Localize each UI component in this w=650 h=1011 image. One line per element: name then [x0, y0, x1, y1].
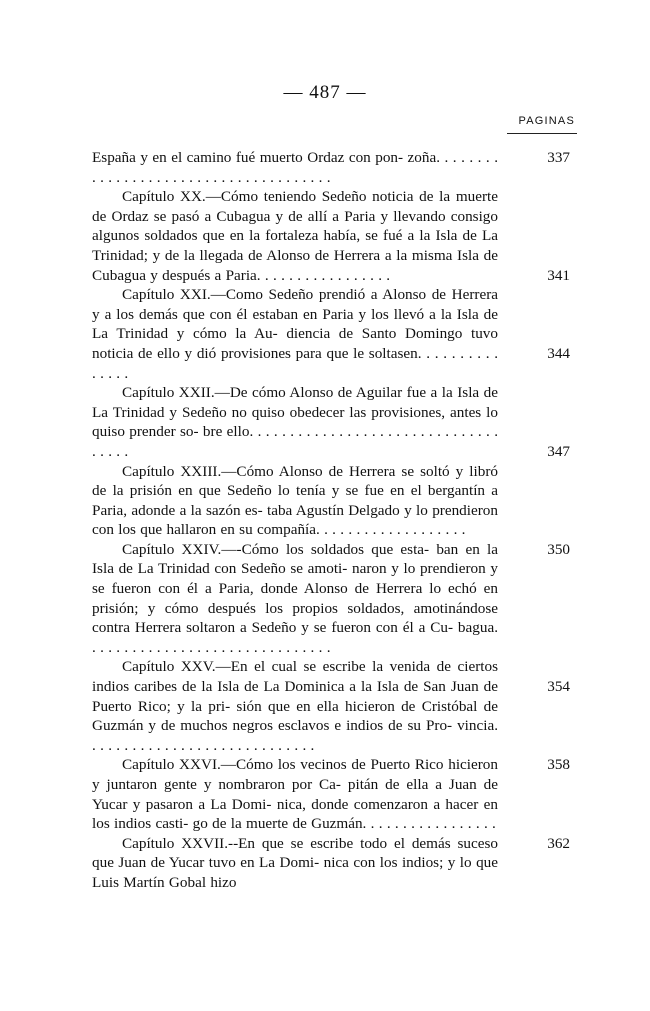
entry-capitulo-xxvii	[92, 834, 570, 893]
page-folio: — 487 —	[283, 82, 367, 103]
toc-entry-page-number: 344	[547, 344, 570, 362]
toc-entry-page-number: 341	[547, 266, 570, 284]
entry-capitulo-xx	[92, 187, 570, 285]
toc-entry-text: España y en el camino fué muerto Ordaz con pon- zoña. . . . . . . . . . . . . . . . . . . . . . . . . . . . . . . . . . . . . .	[92, 149, 498, 186]
entry-capitulo-xxii	[92, 383, 570, 461]
entry-capitulo-xxiii	[92, 462, 570, 558]
entry-capitulo-xxiv	[92, 540, 570, 696]
toc-entry-text: Capítulo XXI.—Como Sedeño prendió a Alonso de Herrera y a los demás que con él estaban en Paria y los llevó a la Isla de La Trinidad y cómo la Au- diencia de Santo Domingo tuvo noticia de ello y dió provisiones para que le soltasen. . . . . . . . . . . . . . .	[92, 286, 498, 382]
toc-entry-page-number: 347	[547, 442, 570, 460]
entry-ordaz-continued	[92, 148, 570, 187]
toc-entry-page-number: 350	[547, 540, 570, 558]
toc-entry-text: Capítulo XXV.—En el cual se escribe la venida de ciertos indios caribes de la Isla de La Dominica a la Isla de San Juan de Puerto Rico; y la pri- sión que en ella hicieron de Cristóbal de Guzmán y de muchos negros esclavos e indios de su Pro- vincia. . . . . . . . . . . . . . . . . . . . . . . . . . . . .	[92, 658, 498, 754]
entry-capitulo-xxvi	[92, 755, 570, 852]
toc-entry-text: Capítulo XXIV.—-Cómo los soldados que esta- ban en la Isla de La Trinidad con Sedeño se amoti- naron y lo prendieron y se fueron con él a Paria, donde Alonso de Herrera lo echó en prisión; y cómo después los propios soldados, amotinándose contra Herrera soltaron a Sedeño y se fueron con él a Cu- bagua. . . . . . . . . . . . . . . . . . . . . . . . . . . . . . .	[92, 540, 498, 656]
toc-entry-page-number: 337	[547, 149, 570, 166]
entry-capitulo-xxv	[92, 657, 570, 774]
toc-entry-text: Capítulo XX.—Cómo teniendo Sedeño noticia de la muerte de Ordaz se pasó a Cubagua y de allí a Paria y llevando consigo algunos soldados que en la fortaleza había, se fué a la Isla de La Trinidad; y de la llegada de Alonso de Herrera a la misma Isla de Cubagua y después a Paria. . . . . . . . . . . . . . . . .	[92, 188, 498, 284]
toc-entry-text: Capítulo XXVI.—Cómo los vecinos de Puerto Rico hicieron y juntaron gente y nombraron por Ca- pitán de ella a Juan de Yucar y pasaron a La Domi- nica, donde comenzaron a hacer en los indios casti- go de la muerte de Guzmán. . . . . . . . . . . . . . . . .	[92, 756, 498, 833]
toc-entry-page-number: 358	[547, 756, 570, 774]
table-of-contents	[92, 148, 570, 893]
toc-entry-page-number: 354	[547, 678, 570, 696]
column-header-paginas: PAGINAS	[518, 115, 575, 127]
toc-entry-text: Capítulo XXVII.--En que se escribe todo el demás suceso que Juan de Yucar tuvo en La Domi- nica con los indios; y lo que Luis Martín Gobal hizo	[92, 834, 498, 891]
column-header-rule	[507, 133, 577, 134]
toc-entry-text: Capítulo XXIII.—Cómo Alonso de Herrera se soltó y libró de la prisión en que Sedeño lo tenía y se fue en el bergantín a Paria, adonde a la sazón es- taba Agustín Delgado y lo prendieron con los que hallaron en su compañía. . . . . . . . . . . . . . . . . . .	[92, 462, 498, 539]
toc-entry-text: Capítulo XXII.—De cómo Alonso de Aguilar fue a la Isla de La Trinidad y Sedeño no quiso obedecer las provisiones, antes lo quiso prender so- bre ello. . . . . . . . . . . . . . . . . . . . . . . . . . . . . . . . . . . .	[92, 384, 498, 460]
entry-capitulo-xxi	[92, 285, 570, 383]
toc-entry-page-number: 362	[547, 834, 570, 852]
